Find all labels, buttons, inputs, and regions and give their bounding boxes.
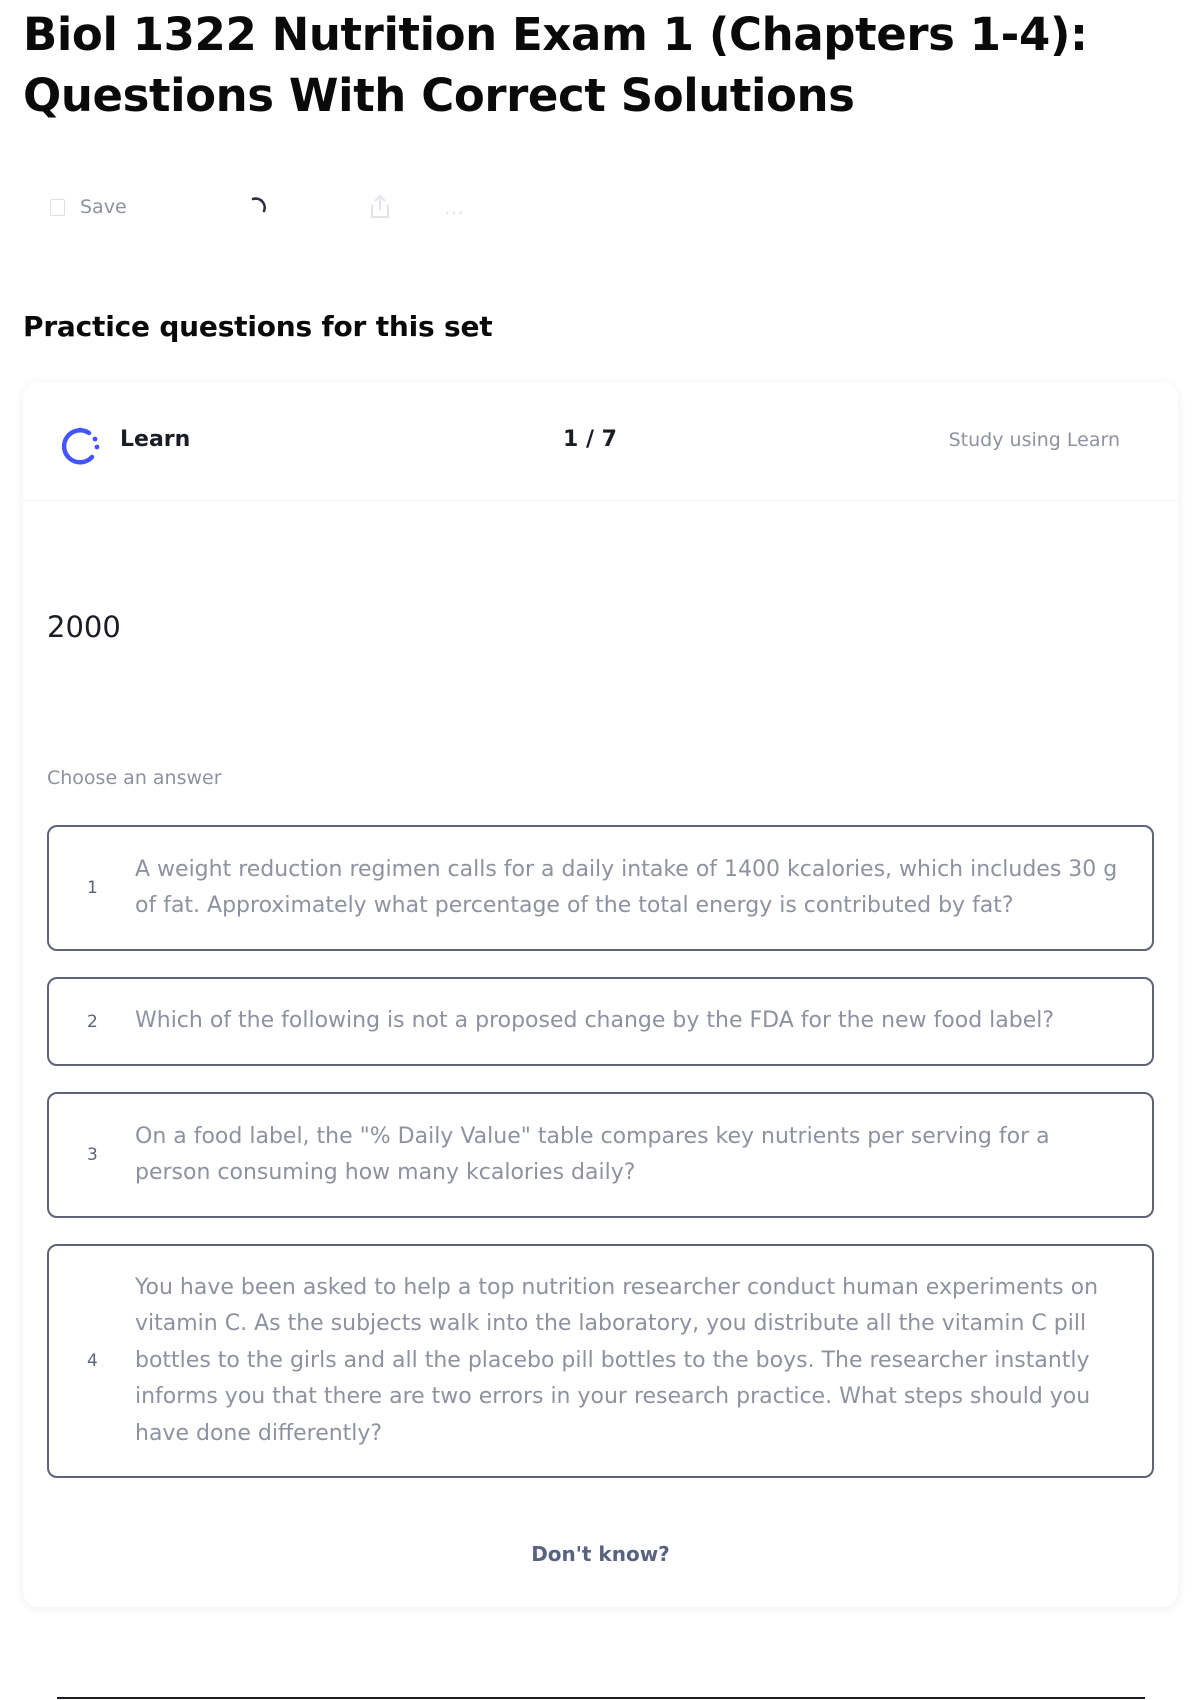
- progress-counter: 1 / 7: [563, 427, 617, 452]
- section-title: Practice questions for this set: [23, 310, 493, 343]
- more-button[interactable]: [435, 185, 475, 229]
- term: 2000: [47, 610, 121, 644]
- option-text: You have been asked to help a top nutrition researcher conduct human experiments on vitamin C. As the subjects walk into the laboratory, you distribute all the vitamin C pill bottles to the girls and all the placebo pill bottles to the boys. The researcher instantly informs you that there are two errors in your research practice. What steps should you have done differently?: [135, 1274, 1099, 1446]
- set-toolbar: [50, 185, 470, 229]
- more-icon: …: [444, 195, 466, 219]
- answer-option-1[interactable]: [47, 825, 1154, 951]
- page-title: Biol 1322 Nutrition Exam 1 (Chapters 1-4): Questions With Correct Solutions: [23, 8, 1088, 122]
- save-button[interactable]: [50, 185, 150, 229]
- learn-card-header: [23, 382, 1178, 501]
- save-label: Save: [80, 196, 127, 218]
- share-button[interactable]: [365, 185, 395, 229]
- option-number: 2: [87, 1011, 98, 1032]
- learn-mode-label: Learn: [120, 427, 191, 452]
- option-text: On a food label, the "% Daily Value" table compares key nutrients per serving for a person consuming how many kcalories daily?: [135, 1123, 1050, 1185]
- option-number: 1: [87, 878, 98, 898]
- learn-icon: [59, 424, 103, 468]
- share-icon: [368, 193, 392, 221]
- option-text: Which of the following is not a proposed change by the FDA for the new food label?: [135, 1008, 1055, 1034]
- option-number: 3: [87, 1145, 98, 1165]
- answer-options: [47, 825, 1154, 1504]
- divider: [57, 1697, 1145, 1699]
- option-number: 4: [87, 1351, 98, 1371]
- study-using-learn-link[interactable]: Study using Learn: [948, 429, 1120, 451]
- dont-know-button[interactable]: Don't know?: [531, 1542, 670, 1566]
- choose-answer-label: Choose an answer: [47, 767, 222, 789]
- option-text: A weight reduction regimen calls for a daily intake of 1400 kcalories, which includes 30 g of fat. Approximately what percentage of the total energy is contributed by fat?: [135, 856, 1118, 918]
- learn-card: [23, 382, 1178, 1607]
- bookmark-icon: [50, 199, 65, 216]
- loading-button[interactable]: [243, 185, 273, 229]
- answer-option-2[interactable]: [47, 977, 1154, 1066]
- spinner-icon: [245, 194, 271, 220]
- answer-option-3[interactable]: [47, 1092, 1154, 1218]
- answer-option-4[interactable]: [47, 1244, 1154, 1478]
